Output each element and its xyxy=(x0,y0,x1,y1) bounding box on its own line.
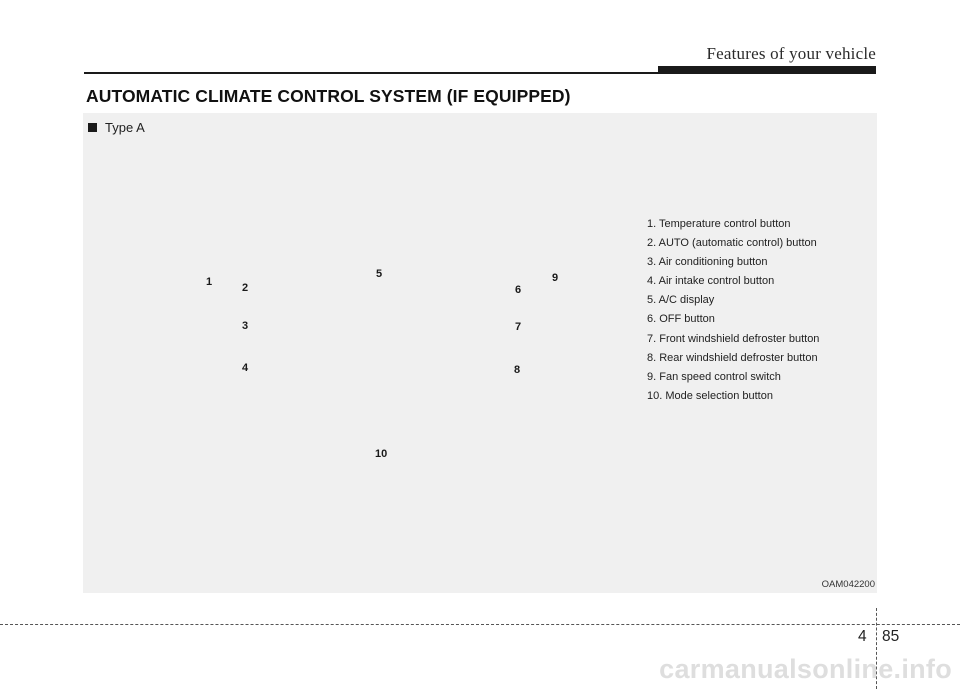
legend-item: 2. AUTO (automatic control) button xyxy=(647,237,817,250)
footer-rule xyxy=(0,624,960,625)
figure-panel xyxy=(83,113,877,593)
legend-item: 5. A/C display xyxy=(647,294,715,307)
type-label-text: Type A xyxy=(105,120,145,135)
legend-item: 4. Air intake control button xyxy=(647,275,775,288)
callout-4: 4 xyxy=(242,362,249,374)
watermark: carmanualsonline.info xyxy=(659,654,952,684)
header-title: Features of your vehicle xyxy=(706,44,876,63)
legend-item: 9. Fan speed control switch xyxy=(647,370,781,383)
legend-item: 1. Temperature control button xyxy=(647,218,791,230)
legend-list xyxy=(647,215,819,406)
callout-9: 9 xyxy=(552,272,559,284)
figure-type-label xyxy=(88,120,145,135)
section-title: AUTOMATIC CLIMATE CONTROL SYSTEM (IF EQUIPPED) xyxy=(86,86,571,106)
chapter-number: 4 xyxy=(858,628,867,645)
callout-10: 10 xyxy=(375,448,388,460)
legend-item: 3. Air conditioning button xyxy=(647,256,768,269)
callout-6: 6 xyxy=(515,284,522,296)
header-rule-thick xyxy=(658,66,876,74)
callout-2: 2 xyxy=(242,282,249,294)
page-number: 85 xyxy=(882,628,900,645)
square-bullet-icon xyxy=(88,123,97,132)
legend-item: 6. OFF button xyxy=(647,313,715,326)
callout-3: 3 xyxy=(242,320,249,332)
callout-1: 1 xyxy=(206,276,213,288)
callout-8: 8 xyxy=(514,364,521,376)
figure-code: OAM042200 xyxy=(821,579,875,590)
callout-5: 5 xyxy=(376,268,383,280)
legend-item: 7. Front windshield defroster button xyxy=(647,332,820,345)
legend-item: 8. Rear windshield defroster button xyxy=(647,351,818,364)
legend-item: 10. Mode selection button xyxy=(647,389,773,402)
callout-7: 7 xyxy=(515,321,522,333)
